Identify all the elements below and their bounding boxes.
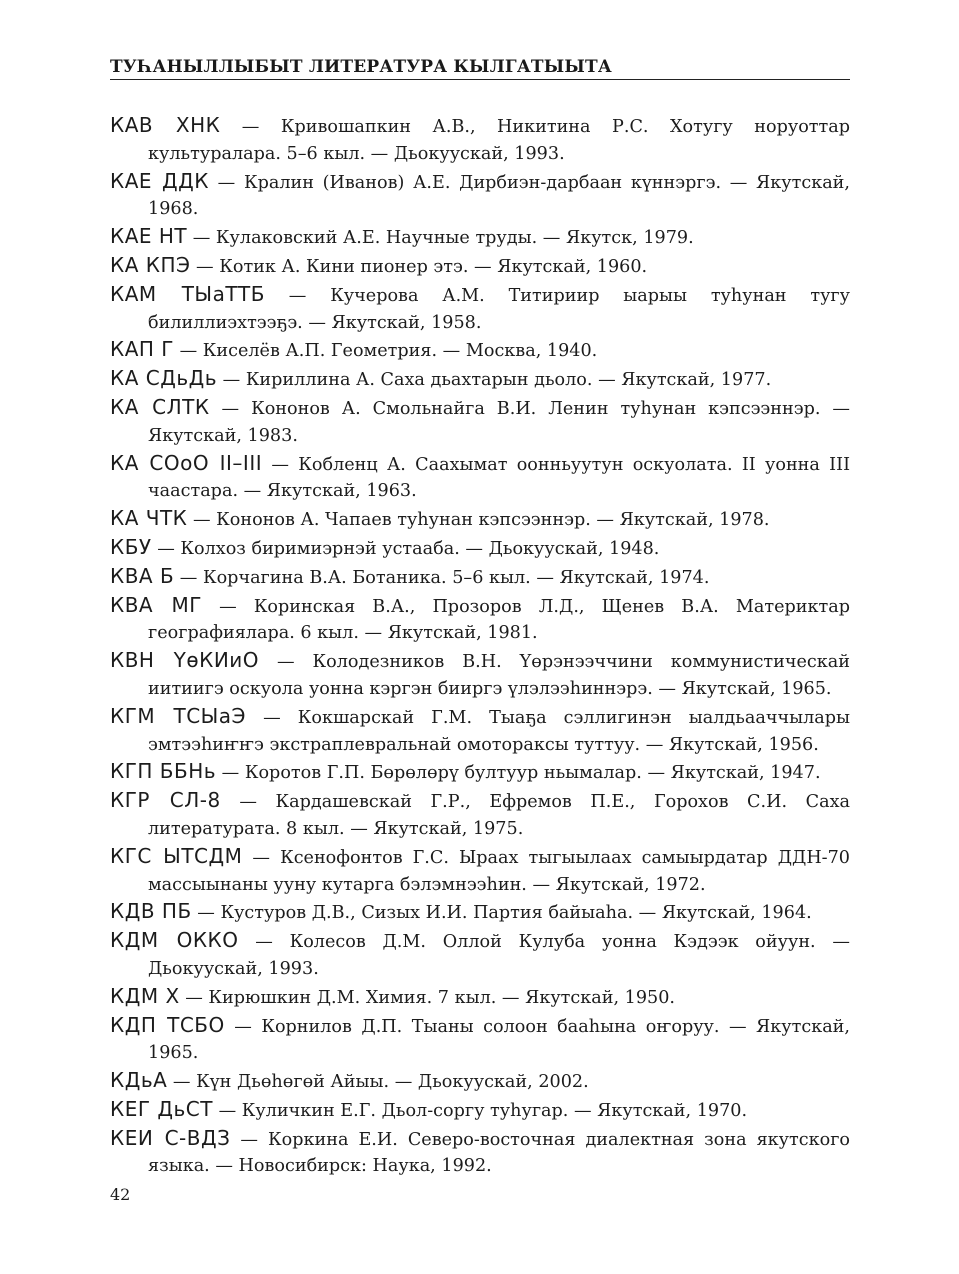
entry-description: Котик А. Кини пионер этэ. — Якутскай, 1960. <box>219 256 648 277</box>
entry-description: Кардашевскай Г.Р., Ефремов П.Е., Горохов С.И. Саха литературата. 8 кыл. — Якутскай, 1975. <box>148 792 850 839</box>
entry-abbreviation: КВН ҮөКИиО <box>110 648 260 673</box>
list-item: КАВ ХНК — Кривошапкин А.В., Никитина Р.С. Хотугу норуоттар культуралара. 5–6 кыл. — Дьокуускай, 1993. <box>110 113 851 164</box>
entry-description: Кирюшкин Д.М. Химия. 7 кыл. — Якутскай, 1950. <box>208 987 676 1008</box>
abbreviation-list <box>110 112 850 1180</box>
list-item: КГР СЛ-8 — Кардашевскай Г.Р., Ефремов П.Е., Горохов С.И. Саха литературата. 8 кыл. — Якутскай, 1975. <box>110 788 850 839</box>
entry-abbreviation: КЕГ ДьСТ <box>110 1096 213 1121</box>
entry-description: Кривошапкин А.В., Никитина Р.С. Хотугу норуоттар культуралара. 5–6 кыл. — Дьокуускай, 1993. <box>148 117 851 164</box>
entry-abbreviation: КВА Б <box>110 563 175 588</box>
list-item: КА ЧТК — Кононов А. Чапаев туһунан кэпсээннэр. — Якутскай, 1978. <box>110 506 770 531</box>
header-rule <box>110 79 850 80</box>
entry-description: Кононов А. Смольнайга В.И. Ленин туһунан кэпсээннэр. — Якутскай, 1983. <box>148 398 850 446</box>
entry-abbreviation: КАВ ХНК <box>110 113 221 137</box>
list-item: КДВ ПБ — Кустуров Д.В., Сизых И.И. Партия байыаһа. — Якутскай, 1964. <box>110 899 812 924</box>
entry-description: Куличкин Е.Г. Дьол-соргу туһугар. — Якутскай, 1970. <box>241 1100 748 1121</box>
entry-description: Кокшарскай Г.М. Тыаҕа сэллигинэн ыалдьааччылары эмтээһиҥҥэ экстраплевральнай омотораксы туттуу. — Якутскай, 1956. <box>148 707 851 755</box>
entry-abbreviation: КДП ТСБО <box>110 1012 225 1037</box>
list-item: КАМ ТЫаТТБ — Кучерова А.М. Титириир ыарыы туһунан тугу билиллиэхтээҕэ. — Якутскай, 1958. <box>110 281 850 333</box>
entry-description: Ксенофонтов Г.С. Ыраах тыгыылаах самыырдатар ДДН-70 массыынаны ууну кутарга бэлэмнээһин. — Якутскай, 1972. <box>148 847 850 895</box>
entry-abbreviation: КДМ ОККО <box>110 928 239 953</box>
entry-abbreviation: КАЕ НТ <box>110 224 188 249</box>
entry-description: Күн Дьөһөгөй Айыы. — Дьокуускай, 2002. <box>196 1072 589 1093</box>
running-head: ТУҺАНЫЛЛЫБЫТ ЛИТЕРАТУРА КЫЛГАТЫЫТА <box>110 57 612 77</box>
entry-abbreviation: КВА МГ <box>110 592 202 617</box>
entry-abbreviation: КА ЧТК <box>110 506 188 531</box>
list-item: КГМ ТСЫаЭ — Кокшарскай Г.М. Тыаҕа сэллигинэн ыалдьааччылары эмтээһиҥҥэ экстраплевральнай омотораксы туттуу. — Якутскай, 1956. <box>110 703 851 755</box>
entry-description: Колхоз биримиэрнэй устааба. — Дьокуускай, 1948. <box>180 538 660 559</box>
entry-description: Коринская В.А., Прозоров Л.Д., Щенев В.А. Материктар географиялара. 6 кыл. — Якутскай, 1981. <box>148 596 850 644</box>
list-item: КВА МГ — Коринская В.А., Прозоров Л.Д., Щенев В.А. Материктар географиялара. 6 кыл. — Якутскай, 1981. <box>110 592 850 644</box>
list-item: КЕИ С-ВДЗ — Коркина Е.И. Северо-восточная диалектная зона якутского языка. — Новосибирск: Наука, 1992. <box>110 1125 850 1177</box>
entry-description: Кустуров Д.В., Сизых И.И. Партия байыаһа. — Якутскай, 1964. <box>220 903 812 924</box>
entry-description: Кононов А. Чапаев туһунан кэпсээннэр. — Якутскай, 1978. <box>216 510 770 531</box>
entry-description: Кириллина А. Саха дьахтарын дьоло. — Якутскай, 1977. <box>245 370 772 391</box>
entry-description: Колодезников В.Н. Үөрэнээччини коммунистическай иитиигэ оскуола уонна кэргэн бииргэ үлэлээһиннэрэ. — Якутскай, 1965. <box>148 652 850 699</box>
list-item: КЕГ ДьСТ — Куличкин Е.Г. Дьол-соргу туһугар. — Якутскай, 1970. <box>110 1096 748 1121</box>
entry-abbreviation: КА СДьДь <box>110 366 218 391</box>
list-item: КГП ББНь — Коротов Г.П. Бөрөлөрү бултуур ньымалар. — Якутскай, 1947. <box>110 759 821 784</box>
entry-abbreviation: КДВ ПБ <box>110 899 192 924</box>
list-item: КА СОоО II–III — Кобленц А. Саахымат оонньуутун оскуолата. II уонна III чаастара. — Якутскай, 1963. <box>110 450 851 502</box>
entry-abbreviation: КГП ББНь <box>110 759 217 784</box>
entry-abbreviation: КАП Г <box>110 337 174 362</box>
entry-description: Коркина Е.И. Северо-восточная диалектная зона якутского языка. — Новосибирск: Наука, 1992. <box>148 1129 850 1177</box>
entry-description: Кралин (Иванов) А.Е. Дирбиэн-дарбаан күннэргэ. — Якутскай, 1968. <box>148 172 850 220</box>
entry-abbreviation: КЕИ С-ВДЗ <box>110 1125 231 1150</box>
entry-description: Кучерова А.М. Титириир ыарыы туһунан тугу билиллиэхтээҕэ. — Якутскай, 1958. <box>148 285 850 333</box>
list-item: КАЕ НТ — Кулаковский А.Е. Научные труды. — Якутск, 1979. <box>110 224 694 249</box>
page-number: 42 <box>110 1185 131 1204</box>
list-item: КАП Г — Киселёв А.П. Геометрия. — Москва, 1940. <box>110 337 598 362</box>
entry-abbreviation: КАМ ТЫаТТБ <box>110 281 265 306</box>
entry-description: Колесов Д.М. Оллой Кулуба уонна Кэдээк ойуун. — Дьокуускай, 1993. <box>148 932 850 979</box>
entry-abbreviation: КДьА <box>110 1068 168 1093</box>
entry-abbreviation: КДМ Х <box>110 983 180 1008</box>
list-item: КА СЛТК — Кононов А. Смольнайга В.И. Ленин туһунан кэпсээннэр. — Якутскай, 1983. <box>110 394 850 446</box>
list-item: КБУ — Колхоз биримиэрнэй устааба. — Дьокуускай, 1948. <box>110 534 660 559</box>
entry-abbreviation: КАЕ ДДК <box>110 168 209 193</box>
entry-abbreviation: КГР СЛ-8 <box>110 788 221 813</box>
entry-abbreviation: КБУ <box>110 534 152 559</box>
entry-abbreviation: КГМ ТСЫаЭ <box>110 703 247 728</box>
list-item: КАЕ ДДК — Кралин (Иванов) А.Е. Дирбиэн-дарбаан күннэргэ. — Якутскай, 1968. <box>110 168 850 220</box>
list-item: КВА Б — Корчагина В.А. Ботаника. 5–6 кыл. — Якутскай, 1974. <box>110 563 710 588</box>
list-item: КА СДьДь — Кириллина А. Саха дьахтарын дьоло. — Якутскай, 1977. <box>110 366 772 391</box>
entry-abbreviation: КА КПЭ <box>110 252 191 277</box>
entry-abbreviation: КГС ЫТСДМ <box>110 843 243 868</box>
entry-description: Кобленц А. Саахымат оонньуутун оскуолата. II уонна III чаастара. — Якутскай, 1963. <box>148 454 851 502</box>
list-item: КВН ҮөКИиО — Колодезников В.Н. Үөрэнээччини коммунистическай иитиигэ оскуола уонна кэргэн бииргэ үлэлээһиннэрэ. — Якутскай, 1965. <box>110 648 850 699</box>
entry-description: Киселёв А.П. Геометрия. — Москва, 1940. <box>202 341 598 362</box>
list-item: КА КПЭ — Котик А. Кини пионер этэ. — Якутскай, 1960. <box>110 252 648 277</box>
entry-abbreviation: КА СОоО II–III <box>110 450 263 475</box>
entry-description: Корнилов Д.П. Тыаны солоон бааһына оҥоруу. — Якутскай, 1965. <box>148 1016 851 1064</box>
entry-description: Коротов Г.П. Бөрөлөрү бултуур ньымалар. — Якутскай, 1947. <box>244 763 821 784</box>
entry-description: Кулаковский А.Е. Научные труды. — Якутск, 1979. <box>215 228 694 249</box>
list-item: КДП ТСБО — Корнилов Д.П. Тыаны солоон бааһына оҥоруу. — Якутскай, 1965. <box>110 1012 851 1064</box>
list-item: КДьА — Күн Дьөһөгөй Айыы. — Дьокуускай, 2002. <box>110 1068 589 1093</box>
entry-description: Корчагина В.А. Ботаника. 5–6 кыл. — Якутскай, 1974. <box>202 567 710 588</box>
list-item: КДМ Х — Кирюшкин Д.М. Химия. 7 кыл. — Якутскай, 1950. <box>110 983 676 1008</box>
list-item: КГС ЫТСДМ — Ксенофонтов Г.С. Ыраах тыгыылаах самыырдатар ДДН-70 массыынаны ууну кутарга бэлэмнээһин. — Якутскай, 1972. <box>110 843 850 895</box>
entry-abbreviation: КА СЛТК <box>110 394 210 419</box>
list-item: КДМ ОККО — Колесов Д.М. Оллой Кулуба уонна Кэдээк ойуун. — Дьокуускай, 1993. <box>110 928 850 979</box>
